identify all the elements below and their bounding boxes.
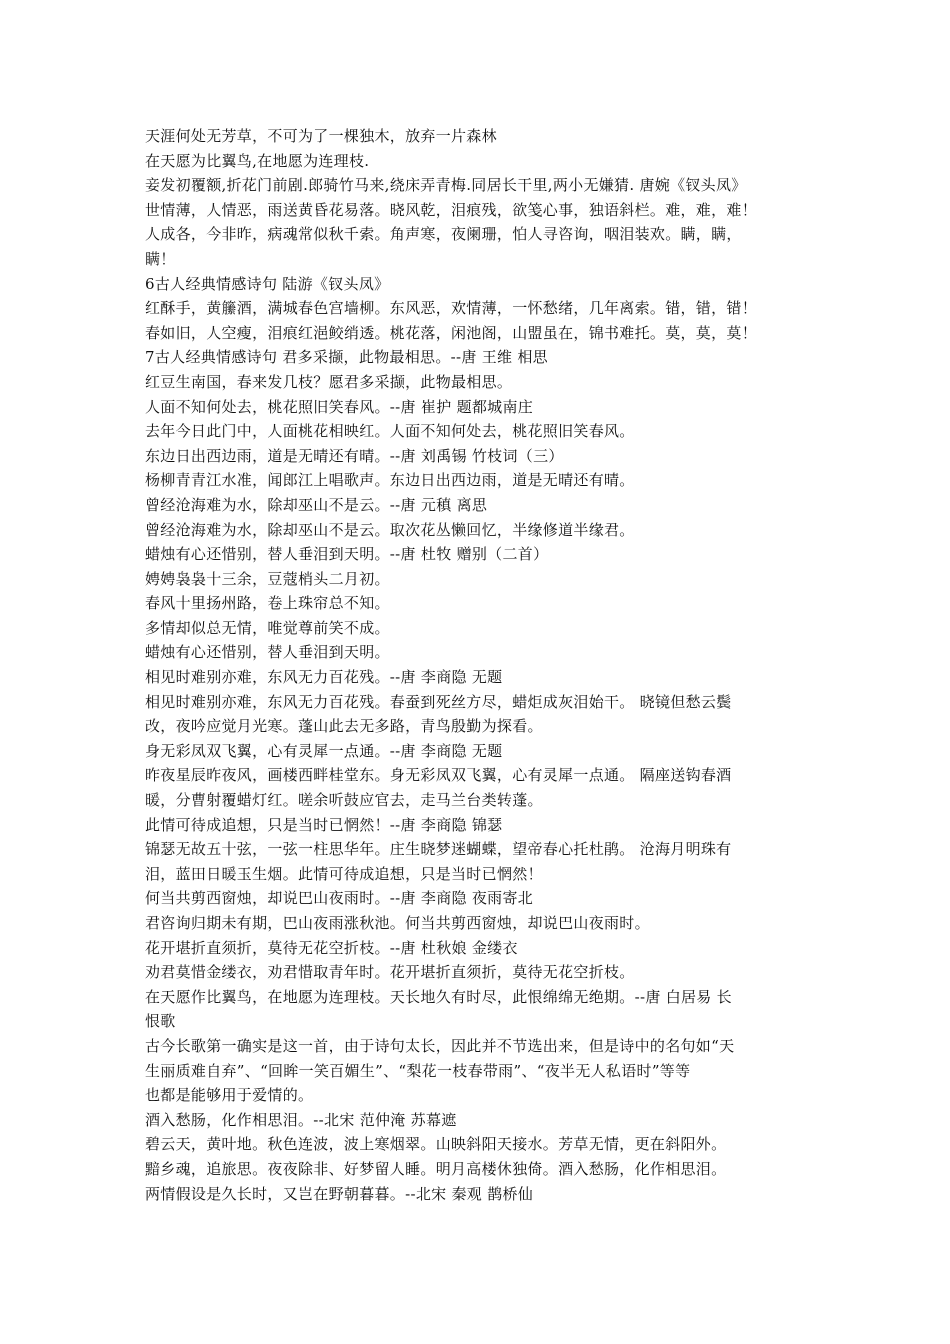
text-line: 天涯何处无芳草，不可为了一棵独木，放弃一片森林 <box>145 127 497 145</box>
text-line: 相见时难别亦难，东风无力百花残。--唐 李商隐 无题 <box>145 668 503 687</box>
text-line: 生丽质难自弃”、“回眸一笑百媚生”、“梨花一枝春带雨”、“夜半无人私语时”等等 <box>145 1061 691 1080</box>
text-line: 花开堪折直须折，莫待无花空折枝。--唐 杜秋娘 金缕衣 <box>145 938 518 957</box>
text-line: 娉娉袅袅十三余，豆蔻梢头二月初。 <box>145 569 390 588</box>
text-line: 古今长歌第一确实是这一首，由于诗句太长，因此并不节选出来，但是诗中的名句如“天 <box>145 1036 735 1055</box>
text-line: 去年今日此门中，人面桃花相映红。人面不知何处去，桃花照旧笑春风。 <box>145 422 635 441</box>
text-line: 改，夜吟应觉月光寒。蓬山此去无多路，青鸟殷勤为探看。 <box>145 717 543 736</box>
document-body <box>145 124 825 1206</box>
text-line: 相见时难别亦难，东风无力百花残。春蚕到死丝方尽，蜡炬成灰泪始干。 晓镜但愁云鬓 <box>145 692 732 711</box>
text-line: 酒入愁肠，化作相思泪。--北宋 范仲淹 苏幕遮 <box>145 1110 457 1129</box>
text-line: 碧云天，黄叶地。秋色连波，波上寒烟翠。山映斜阳天接水。芳草无情，更在斜阳外。 <box>145 1135 727 1154</box>
text-line: 君咨询归期未有期，巴山夜雨涨秋池。何当共剪西窗烛，却说巴山夜雨时。 <box>145 914 650 932</box>
text-line: 蜡烛有心还惜别，替人垂泪到天明。 <box>145 643 390 662</box>
text-line: 劝君莫惜金缕衣，劝君惜取青年时。花开堪折直须折，莫待无花空折枝。 <box>145 963 635 982</box>
text-line: 泪，蓝田日暖玉生烟。此情可待成追想，只是当时已惘然！ <box>145 864 543 883</box>
text-line: 杨柳青青江水准，闻郎江上唱歌声。东边日出西边雨，道是无晴还有晴。 <box>145 471 635 490</box>
text-line: 恨歌 <box>145 1012 176 1031</box>
text-line: 人面不知何处去，桃花照旧笑春风。--唐 崔护 题都城南庄 <box>145 397 534 416</box>
section-heading: 6古人经典情感诗句 陆游《钗头凤》 <box>145 274 390 293</box>
text-line: 曾经沧海难为水，除却巫山不是云。--唐 元稹 离思 <box>145 495 488 514</box>
text-line: 红豆生南国，春来发几枝？愿君多采撷，此物最相思。 <box>145 372 513 391</box>
text-line: 蜡烛有心还惜别，替人垂泪到天明。--唐 杜牧 赠别（二首） <box>145 545 549 564</box>
text-line: 何当共剪西窗烛，却说巴山夜雨时。--唐 李商隐 夜雨寄北 <box>145 889 534 908</box>
text-line: 春风十里扬州路，卷上珠帘总不知。 <box>145 594 390 613</box>
text-line: 黯乡魂，追旅思。夜夜除非、好梦留人睡。明月高楼休独倚。酒入愁肠，化作相思泪。 <box>145 1159 727 1178</box>
section-heading: 7古人经典情感诗句 君多采撷，此物最相思。--唐 王维 相思 <box>145 348 548 367</box>
text-line: 两情假设是久长时，又岂在野朝暮暮。--北宋 秦观 鹊桥仙 <box>145 1184 534 1203</box>
text-line: 红酥手，黄籘酒，满城春色宫墙柳。东风恶，欢情薄，一怀愁绪，几年离索。错，错，错！ <box>145 299 758 318</box>
text-line: 东边日出西边雨，道是无晴还有晴。--唐 刘禹锡 竹枝词（三） <box>145 446 564 465</box>
text-line: 人成各，今非昨，病魂常似秋千索。角声寒，夜阑珊，怕人寻咨询，咽泪装欢。瞒，瞒， <box>145 225 742 244</box>
text-line: 世情薄，人情恶，雨送黄昏花易落。晓风乾，泪痕残，欲笺心事，独语斜栏。难，难，难！ <box>145 200 758 219</box>
text-line: 在天愿为比翼鸟,在地愿为连理枝. <box>145 151 370 170</box>
text-line: 锦瑟无故五十弦，一弦一柱思华年。庄生晓梦迷蝴蝶，望帝春心托杜鹃。 沧海月明珠有 <box>145 840 732 859</box>
text-line: 暖，分曹射覆蜡灯红。嗟余听鼓应官去，走马兰台类转蓬。 <box>145 791 543 810</box>
text-line: 妾发初覆额,折花门前剧.郎骑竹马来,绕床弄青梅.同居长干里,两小无嫌猜. 唐婉《钗头凤》 <box>145 176 747 195</box>
text-line: 此情可待成追想，只是当时已惘然！--唐 李商隐 锦瑟 <box>145 815 503 834</box>
text-line: 在天愿作比翼鸟，在地愿为连理枝。天长地久有时尽，此恨绵绵无绝期。--唐 白居易 长 <box>145 987 732 1006</box>
text-line: 昨夜星辰昨夜风，画楼西畔桂堂东。身无彩凤双飞翼，心有灵犀一点通。 隔座送钩春酒 <box>145 766 732 785</box>
text-line: 曾经沧海难为水，除却巫山不是云。取次花丛懒回忆，半缘修道半缘君。 <box>145 520 635 539</box>
text-line: 瞒！ <box>145 249 176 268</box>
text-line: 春如旧，人空瘦，泪痕红浥鲛绡透。桃花落，闲池阁，山盟虽在，锦书难托。莫，莫，莫！ <box>145 323 758 342</box>
text-line: 身无彩凤双飞翼，心有灵犀一点通。--唐 李商隐 无题 <box>145 741 503 760</box>
text-line: 也都是能够用于爱情的。 <box>145 1086 314 1105</box>
text-line: 多情却似总无情，唯觉尊前笑不成。 <box>145 618 390 637</box>
